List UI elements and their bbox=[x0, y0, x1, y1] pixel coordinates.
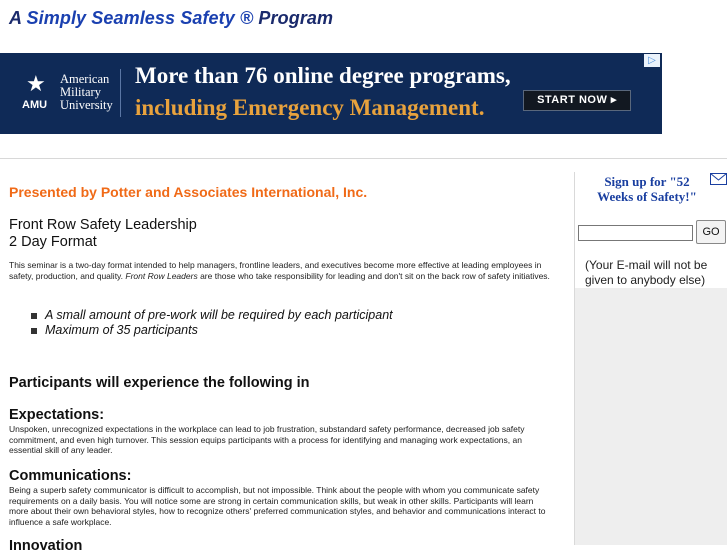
amu-logo bbox=[22, 73, 114, 117]
star-icon: ★ bbox=[26, 71, 46, 96]
amu-logo-abbr: AMU bbox=[22, 99, 48, 111]
seminar-title bbox=[9, 217, 197, 251]
intro-paragraph bbox=[9, 260, 554, 281]
ad-choices-icon[interactable]: ▷ bbox=[644, 54, 660, 67]
presented-by: Presented by Potter and Associates International, Inc. bbox=[9, 184, 368, 200]
start-now-button[interactable]: START NOW ▸ bbox=[523, 90, 631, 111]
page-title bbox=[9, 8, 333, 29]
banner-headline: More than 76 online degree programs, bbox=[135, 63, 511, 88]
page-title-brand: Simply Seamless Safety ® bbox=[26, 8, 254, 28]
signup-heading[interactable] bbox=[592, 174, 702, 204]
banner-subheadline: including Emergency Management. bbox=[135, 95, 485, 120]
banner-divider bbox=[120, 69, 121, 117]
list-item: Maximum of 35 participants bbox=[31, 323, 393, 338]
page-title-suffix: Program bbox=[253, 8, 334, 28]
amu-logo-name-line1: American bbox=[60, 72, 110, 86]
intro-text-italic: Front Row Leaders bbox=[125, 270, 198, 281]
amu-logo-name bbox=[60, 73, 113, 112]
ad-banner[interactable] bbox=[0, 53, 662, 134]
amu-logo-name-line3: University bbox=[60, 98, 113, 112]
intro-text-2: are those who take responsibility for leading and don't sit on the back row of safety initiatives. bbox=[197, 270, 550, 281]
bullet-list bbox=[31, 308, 393, 338]
sidebar bbox=[574, 172, 727, 545]
sidebar-panel bbox=[575, 288, 727, 545]
intro-text-1: This seminar is a two-day format intended to help managers, frontline leaders, and executives become more effective at leading employees in safety, production, and quality. bbox=[9, 260, 542, 281]
communications-heading: Communications: bbox=[9, 468, 132, 484]
page-title-prefix: A bbox=[9, 8, 27, 28]
amu-logo-name-line2: Military bbox=[60, 85, 101, 99]
divider bbox=[0, 158, 727, 159]
email-field[interactable] bbox=[578, 225, 693, 241]
seminar-title-line1: Front Row Safety Leadership bbox=[9, 217, 197, 233]
signup-line1: Sign up for "52 bbox=[604, 174, 690, 189]
privacy-note: (Your E-mail will not be given to anybody else) bbox=[585, 258, 708, 287]
communications-body: Being a superb safety communicator is difficult to accomplish, but not impossible. Think about the people with whom you communicate safety requirements on a daily basis. You will notice some are strong in certain communication skills, but weak in other skills. Participants will learn more about their own behavioral styles, how to recognize others' preferred communication styles, and behavior and communications interact to influence a safe workplace. bbox=[9, 485, 546, 527]
participants-heading: Participants will experience the following in bbox=[9, 375, 310, 391]
expectations-body: Unspoken, unrecognized expectations in the workplace can lead to job frustration, substandard safety performance, decreased job safety commitment, and even high turnover. This session equips participants with a process for identifying and managing work expectations, an essential skill of any leader. bbox=[9, 424, 525, 455]
mail-icon[interactable] bbox=[710, 173, 727, 185]
expectations-heading: Expectations: bbox=[9, 407, 105, 423]
seminar-title-line2: 2 Day Format bbox=[9, 234, 97, 250]
signup-line2: Weeks of Safety!" bbox=[597, 189, 697, 204]
innovation-heading: Innovation bbox=[9, 538, 83, 554]
list-item: A small amount of pre-work will be required by each participant bbox=[31, 308, 393, 323]
go-button[interactable]: GO bbox=[696, 220, 726, 244]
